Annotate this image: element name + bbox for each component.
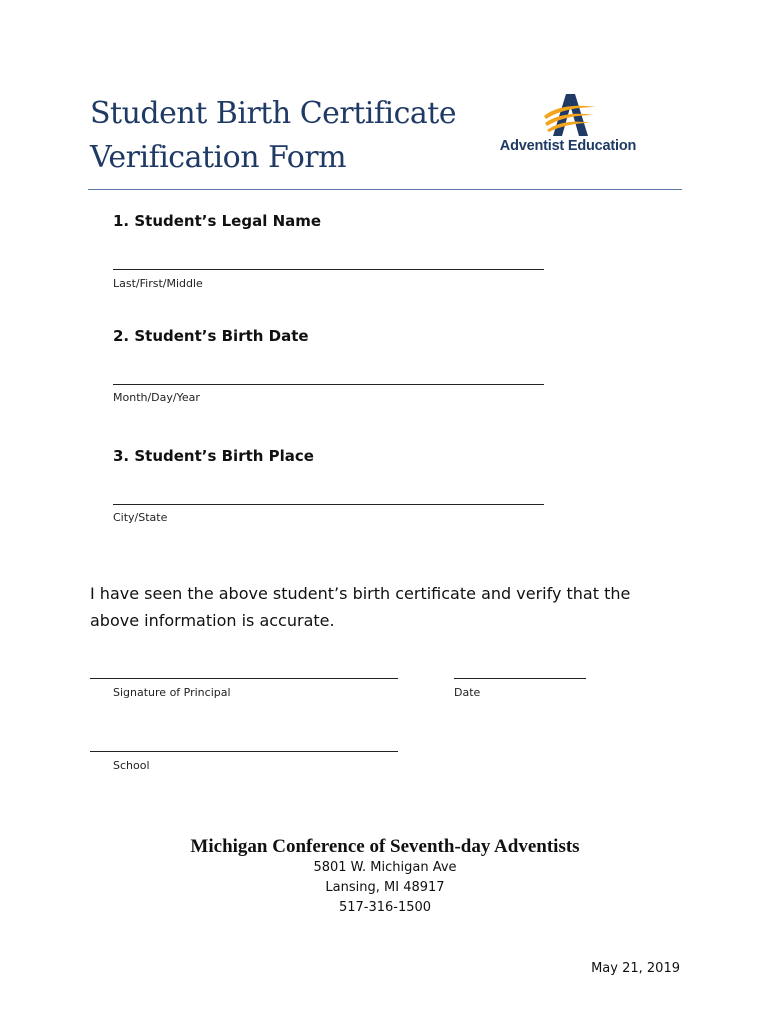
date-caption: Date (454, 686, 481, 699)
section-heading-birth-place: 3. Student’s Birth Place (113, 447, 314, 465)
legal-name-field-line[interactable] (113, 269, 544, 270)
principal-signature-caption: Signature of Principal (113, 686, 231, 699)
logo-wordmark: Adventist Education (499, 138, 637, 154)
principal-signature-line[interactable] (90, 678, 398, 679)
organization-name: Michigan Conference of Seventh-day Adventists (190, 836, 580, 857)
section-birth-place (113, 447, 573, 465)
adventist-a-logo-icon (542, 94, 596, 138)
adventist-education-logo (478, 94, 658, 158)
document-date: May 21, 2019 (591, 961, 680, 976)
legal-name-caption: Last/First/Middle (113, 277, 203, 290)
header-divider (88, 189, 682, 190)
birth-date-field-line[interactable] (113, 384, 544, 385)
section-legal-name (113, 212, 573, 230)
address-line-2: Lansing, MI 48917 (325, 880, 445, 895)
title-line-1: Student Birth Certificate (90, 96, 457, 131)
section-birth-date (113, 327, 573, 345)
section-heading-legal-name: 1. Student’s Legal Name (113, 212, 322, 230)
school-field-line[interactable] (90, 751, 398, 752)
form-title (90, 92, 456, 180)
date-field-line[interactable] (454, 678, 586, 679)
birth-date-caption: Month/Day/Year (113, 391, 200, 404)
phone-number: 517-316-1500 (338, 900, 432, 915)
title-line-2: Verification Form (90, 140, 347, 175)
verification-statement: I have seen the above student’s birth certificate and verify that the above information is accurate. (90, 584, 631, 630)
birth-place-caption: City/State (113, 511, 168, 524)
school-caption: School (113, 759, 150, 772)
section-heading-birth-date: 2. Student’s Birth Date (113, 327, 309, 345)
address-line-1: 5801 W. Michigan Ave (313, 860, 457, 875)
birth-place-field-line[interactable] (113, 504, 544, 505)
